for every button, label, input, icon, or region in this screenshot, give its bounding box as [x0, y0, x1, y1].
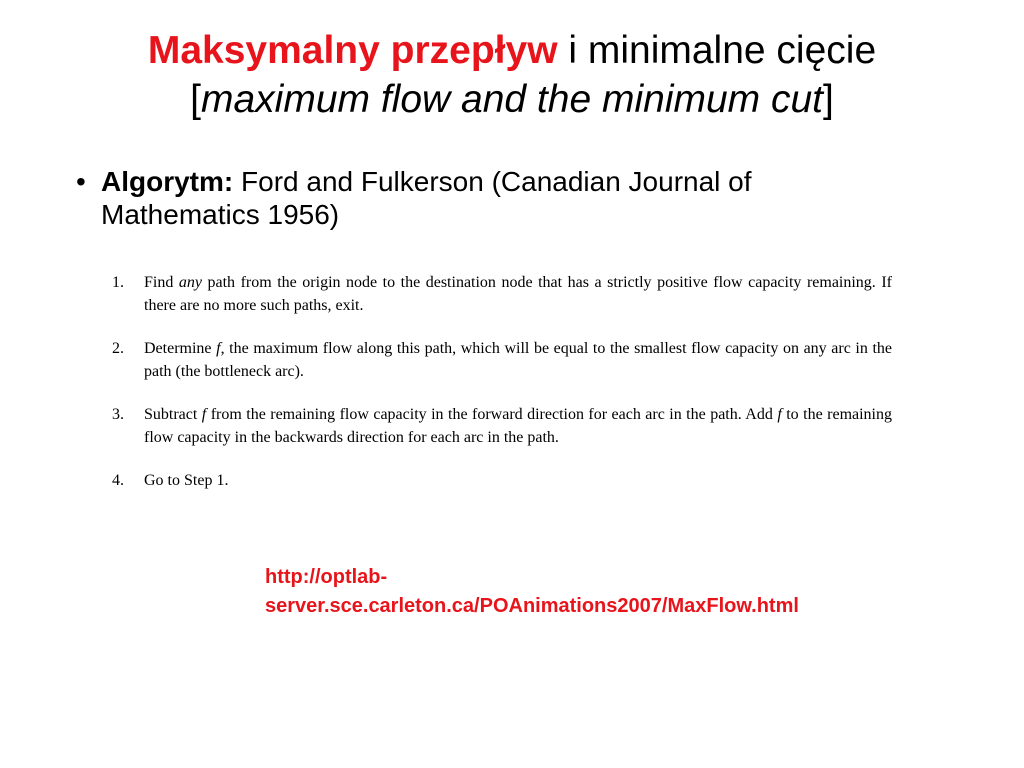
step-text: , the maximum flow along this path, which will be equal to the smallest flow capacity on any arc in the path (the bottleneck arc). [144, 340, 892, 380]
step-number: 3. [112, 406, 124, 423]
title-english: maximum flow and the minimum cut [200, 78, 824, 121]
step-text: Find [144, 274, 179, 291]
step-text: Determine [144, 340, 217, 357]
title-bracket-open: [ [190, 78, 201, 121]
step-emphasis: f [201, 406, 207, 423]
step-number: 4. [112, 472, 124, 489]
step-item [112, 271, 892, 317]
reference-link-line1: http://optlab- [265, 566, 388, 588]
step-emphasis: f [777, 406, 782, 423]
title-bracket-close: ] [823, 78, 834, 121]
bullet-item [76, 165, 876, 231]
step-text: to the remaining flow capacity in the backwards direction for each arc in the path. [144, 406, 893, 446]
step-text: Subtract [144, 406, 202, 423]
bullet-body [101, 165, 876, 231]
step-item [112, 337, 892, 383]
bullet-text: Ford and Fulkerson (Canadian Journal of Mathematics 1956) [101, 166, 752, 230]
step-emphasis: f [216, 340, 221, 357]
slide-title [40, 26, 984, 124]
step-item [112, 469, 892, 492]
title-highlight: Maksymalny przepływ [147, 29, 558, 72]
step-text: path from the origin node to the destination node that has a strictly positive flow capacity remaining. If there are no more such paths, exit. [144, 274, 892, 314]
reference-link-line2: server.sce.carleton.ca/POAnimations2007/MaxFlow.html [265, 595, 799, 617]
title-line1-rest: i minimalne cięcie [557, 29, 877, 72]
step-text: Go to Step 1. [144, 472, 229, 489]
bullet-marker: • [76, 166, 86, 197]
reference-link[interactable] [265, 563, 905, 621]
bullet-label: Algorytm: [101, 166, 234, 197]
step-number: 1. [112, 274, 124, 291]
step-text: from the remaining flow capacity in the forward direction for each arc in the path. Add [206, 406, 778, 423]
algorithm-steps [112, 271, 892, 512]
step-item [112, 403, 892, 449]
step-emphasis: any [178, 274, 202, 291]
step-number: 2. [112, 340, 124, 357]
